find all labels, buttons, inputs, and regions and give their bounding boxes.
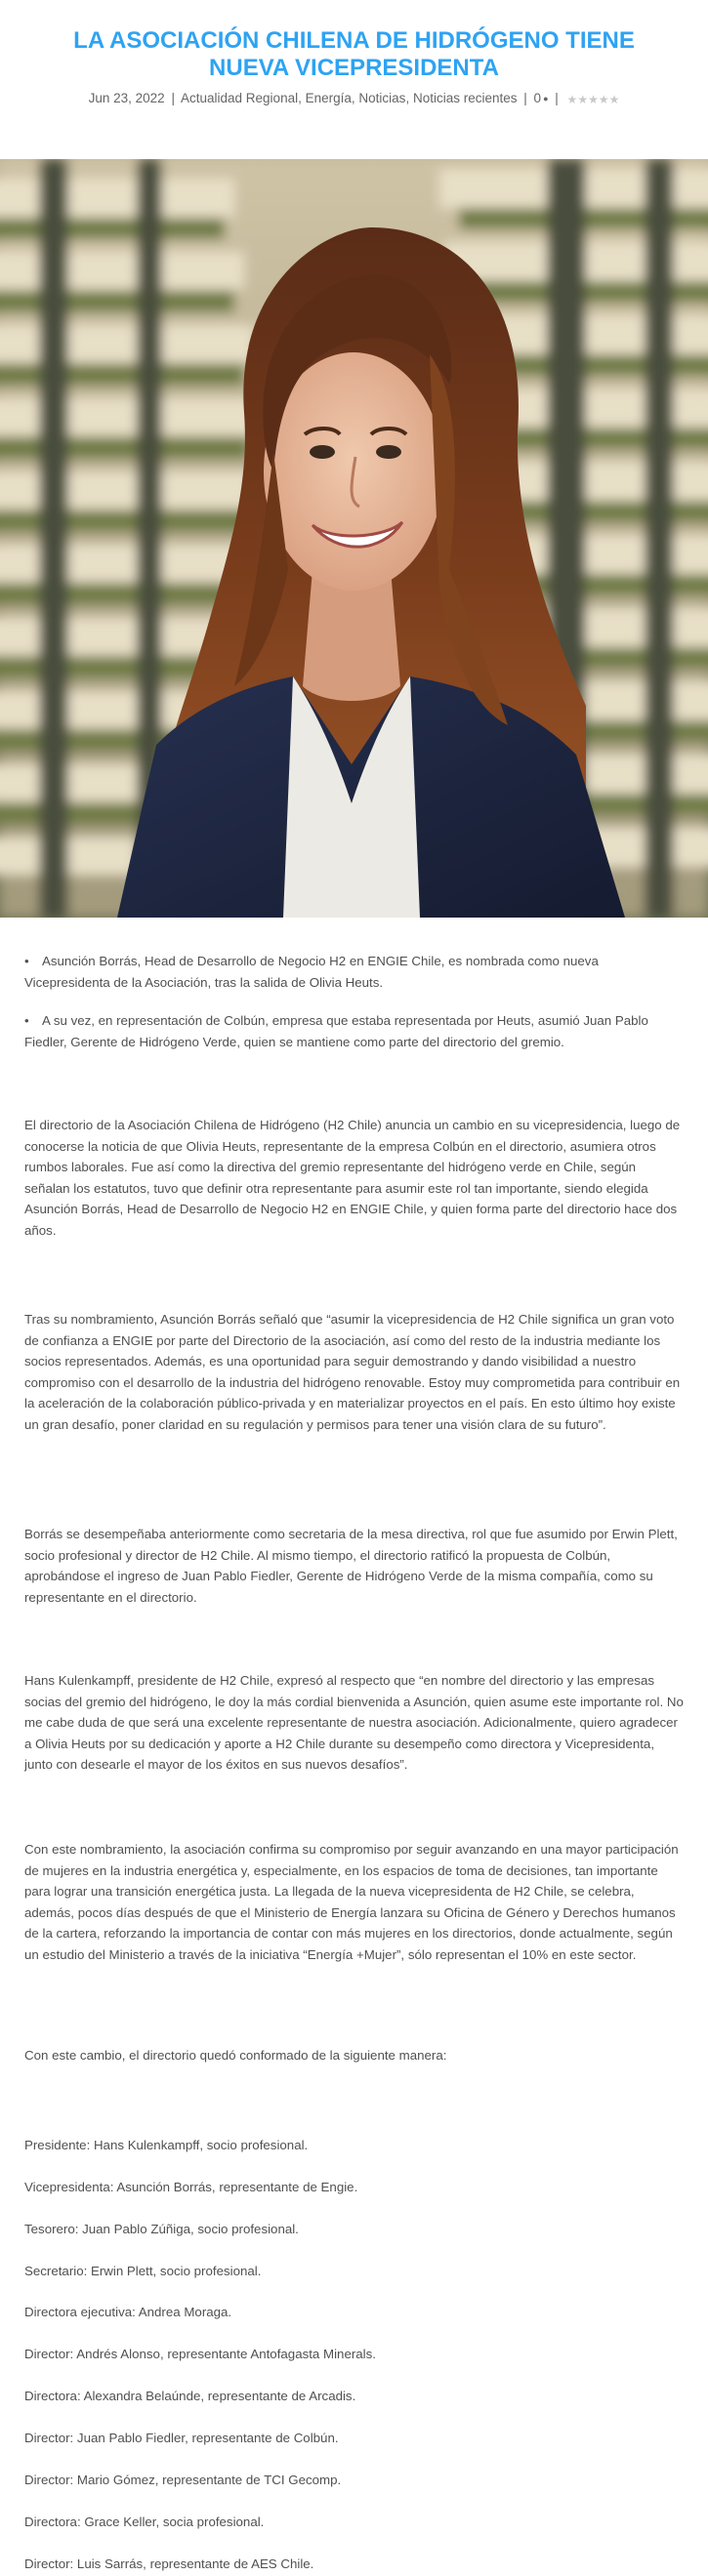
post-title: LA ASOCIACIÓN CHILENA DE HIDRÓGENO TIENE NUEVA VICEPRESIDENTA	[73, 27, 635, 81]
category-link-actualidad-regional[interactable]: Actualidad Regional	[181, 91, 299, 105]
board-member: Secretario: Erwin Plett, socio profesional.	[24, 2264, 262, 2278]
star-rating[interactable]	[567, 93, 620, 106]
star-icon[interactable]: ★	[598, 93, 609, 106]
board-member: Director: Andrés Alonso, representante Antofagasta Minerals.	[24, 2347, 376, 2361]
post-date: Jun 23, 2022	[88, 91, 165, 105]
paragraph: Borrás se desempeñaba anteriormente como secretaria de la mesa directiva, rol que fue asumido por Erwin Plett, socio profesional y director de H2 Chile. Al mismo tiempo, el directorio ratificó la propuesta de Colbún, aprobándose el ingreso de Juan Pablo Fiedler, Gerente de Hidrógeno Verde de la misma compañía, como su representante en el directorio.	[24, 1527, 678, 1605]
comment-count: 0	[533, 91, 542, 105]
board-member: Director: Luis Sarrás, representante de AES Chile.	[24, 2556, 314, 2571]
board-member: Director: Juan Pablo Fiedler, representante de Colbún.	[24, 2431, 339, 2445]
board-member: Directora: Grace Keller, socia profesional.	[24, 2515, 265, 2529]
paragraph: Con este nombramiento, la asociación confirma su compromiso por seguir avanzando en una mayor participación de mujeres en la industria energética y, especialmente, en los espacios de toma de decisiones, tan importante para lograr una transición energética justa. La llegada de la nueva vicepresidenta de H2 Chile, se celebra, además, pocos días después de que el Ministerio de Energía lanzara su Oficina de Género y Derechos humanos de la cartera, reforzando la importancia de contar con más mujeres en los directorios, donde actualmente, según un estudio del Ministerio a través de la iniciativa “Energía +Mujer”, sólo representan el 10% en este sector.	[24, 1842, 679, 1962]
star-icon[interactable]: ★	[588, 93, 599, 106]
board-member: Director: Mario Gómez, representante de TCI Gecomp.	[24, 2473, 342, 2487]
category-link-energia[interactable]: Energía	[305, 91, 352, 105]
board-member: Presidente: Hans Kulenkampff, socio profesional.	[24, 2138, 309, 2152]
paragraph: Tras su nombramiento, Asunción Borrás señaló que “asumir la vicepresidencia de H2 Chile significa un gran voto de confianza a ENGIE por parte del Directorio de la asociación, así como del resto de la industria mediante los socios representados. Además, es una oportunidad para seguir demostrando y dando visibilidad a nuestro compromiso con el desarrollo de la industria del hidrógeno renovable. Estoy muy comprometida para contribuir en la aceleración de la colaboración público-privada y en materializar proyectos en el país. En esto último hoy existe un gran desafío, poner claridad en su regulación y permisos para tener una visión clara de su futuro”.	[24, 1312, 681, 1432]
paragraph: El directorio de la Asociación Chilena de Hidrógeno (H2 Chile) anuncia un cambio en su vicepresidencia, luego de conocerse la noticia de que Olivia Heuts, representante de la empresa Colbún en el directorio, asumiera otros rumbos laborales. Fue así como la directiva del gremio representante del hidrógeno verde en Chile, según señalan los estatutos, tuvo que definir otra representante para asumir este rol tan importante, siendo elegida Asunción Borrás, Head de Desarrollo de Negocio H2 en ENGIE Chile, y quien forma parte del directorio hace dos años.	[24, 1118, 681, 1238]
board-member: Directora ejecutiva: Andrea Moraga.	[24, 2305, 232, 2319]
bullet-item: • Asunción Borrás, Head de Desarrollo de Negocio H2 en ENGIE Chile, es nombrada como nueva Vicepresidenta de la Asociación, tras la salida de Olivia Heuts.	[24, 954, 599, 990]
paragraph: Hans Kulenkampff, presidente de H2 Chile, expresó al respecto que “en nombre del directorio y las empresas socias del gremio del hidrógeno, le doy la más cordial bienvenida a Asunción, quien asume este importante rol. No me cabe duda de que será una excelente representante de nuestra asociación. Adicionalmente, quiero agradecer a Olivia Heuts por su dedicación y aporte a H2 Chile durante su desempeño como directora y Vicepresidenta, junto con desearle el mayor de los éxitos en sus nuevos desafíos”.	[24, 1673, 684, 1772]
category-link-noticias-recientes[interactable]: Noticias recientes	[412, 91, 518, 105]
comments-link[interactable]	[534, 91, 549, 105]
star-icon[interactable]: ★	[577, 93, 589, 106]
star-icon[interactable]: ★	[608, 93, 620, 106]
board-member: Tesorero: Juan Pablo Zúñiga, socio profesional.	[24, 2222, 299, 2236]
board-member: Vicepresidenta: Asunción Borrás, representante de Engie.	[24, 2180, 358, 2194]
post-meta: Jun 23, 2022 | Actualidad Regional, Energía, Noticias, Noticias recientes | 0 ● | ★★★★★	[88, 91, 620, 106]
paragraph: Con este cambio, el directorio quedó conformado de la siguiente manera:	[24, 2048, 447, 2063]
board-member: Directora: Alexandra Belaúnde, representante de Arcadis.	[24, 2389, 356, 2403]
hero-image	[0, 159, 708, 918]
star-icon[interactable]: ★	[566, 93, 578, 106]
bullet-item: • A su vez, en representación de Colbún, empresa que estaba representada por Heuts, asumió Juan Pablo Fiedler, Gerente de Hidrógeno Verde, quien se mantiene como parte del directorio del gremio.	[24, 1013, 648, 1049]
speech-bubble-icon: ●	[543, 94, 549, 103]
category-link-noticias[interactable]: Noticias	[358, 91, 406, 105]
